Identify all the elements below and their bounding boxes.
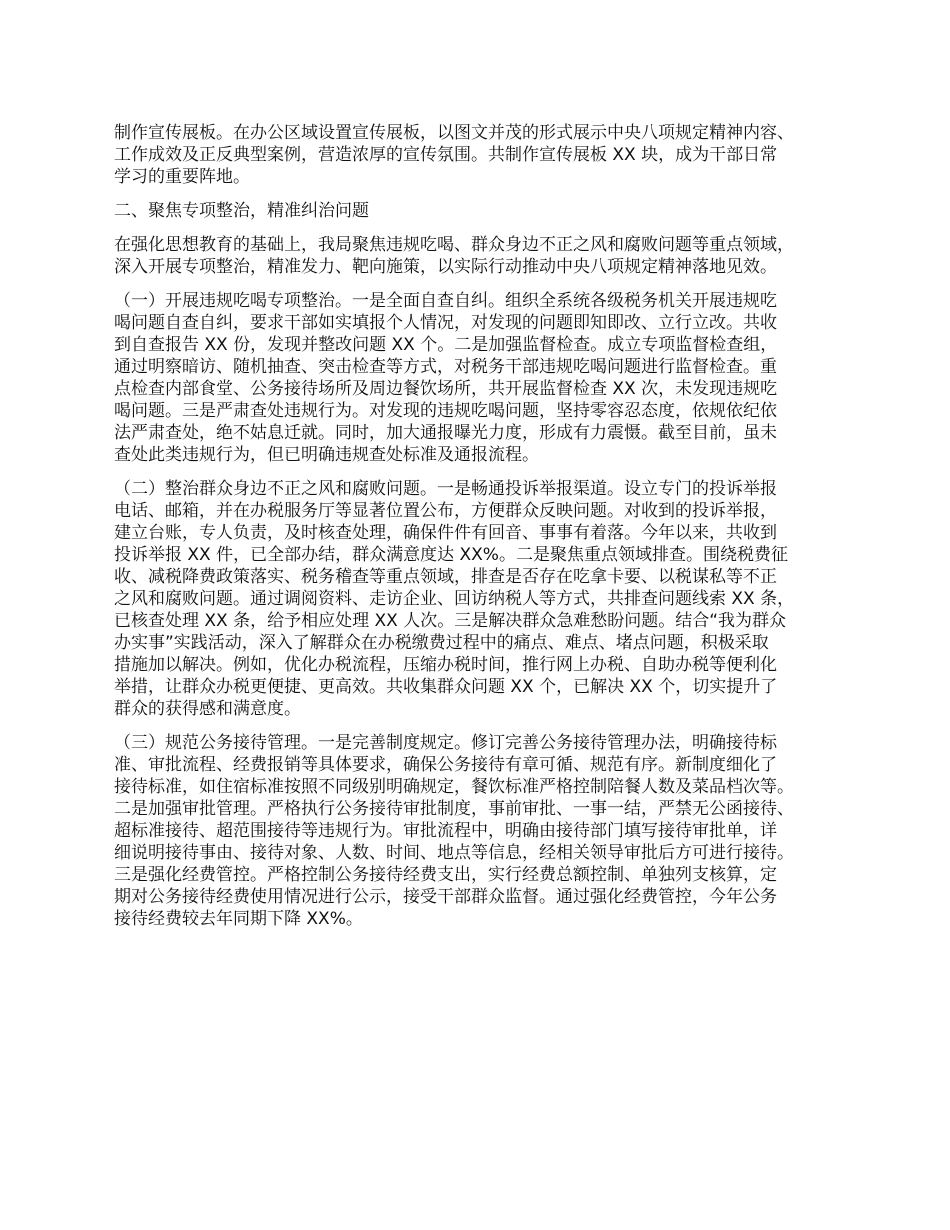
text-line: 喝问题自查自纠，要求干部如实填报个人情况，对发现的问题即知即改、立行立改。共收 (114, 313, 777, 333)
text-line: 在强化思想教育的基础上，我局聚焦违规吃喝、群众身边不正之风和腐败问题等重点领域， (114, 235, 794, 255)
text-line: 之风和腐败问题。通过调阅资料、走访企业、回访纳税人等方式，共排查问题线索 XX 条， (114, 589, 795, 609)
paragraph (114, 290, 854, 466)
text-line: （三）规范公务接待管理。一是完善制度规定。修订完善公务接待管理办法，明确接待标 (114, 733, 777, 753)
paragraph (114, 122, 854, 188)
text-line: 工作成效及正反典型案例，营造浓厚的宣传氛围。共制作宣传展板 XX 块，成为干部日常 (114, 145, 778, 165)
text-line: 期对公务接待经费使用情况进行公示，接受干部群众监督。通过强化经费管控，今年公务 (114, 887, 777, 907)
text-line: 接待标准，如住宿标准按照不同级别明确规定，餐饮标准严格控制陪餐人数及菜品档次等。 (114, 777, 794, 797)
text-line: 点检查内部食堂、公务接待场所及周边餐饮场所，共开展监督检查 XX 次，未发现违规吃 (114, 379, 778, 399)
text-line: 法严肃查处，绝不姑息迁就。同时，加大通报曝光力度，形成有力震慑。截至目前，虽未 (114, 423, 777, 443)
text-line: 深入开展专项整治，精准发力、靶向施策，以实际行动推动中央八项规定精神落地见效。 (114, 257, 777, 277)
text-line: 准、审批流程、经费报销等具体要求，确保公务接待有章可循、规范有序。新制度细化了 (114, 755, 777, 775)
text-line: 三是强化经费管控。严格控制公务接待经费支出，实行经费总额控制、单独列支核算，定 (114, 865, 777, 885)
text-line: 措施加以解决。例如，优化办税流程，压缩办税时间，推行网上办税、自助办税等便利化 (114, 655, 777, 675)
text-line: 超标准接待、超范围接待等违规行为。审批流程中，明确由接待部门填写接待审批单，详 (114, 821, 777, 841)
section-heading (114, 200, 854, 222)
text-line: 收、减税降费政策落实、税务稽查等重点领域，排查是否存在吃拿卡要、以税谋私等不正 (114, 567, 777, 587)
text-line: 喝问题。三是严肃查处违规行为。对发现的违规吃喝问题，坚持零容忍态度，依规依纪依 (114, 401, 777, 421)
text-line: 通过明察暗访、随机抽查、突击检查等方式，对税务干部违规吃喝问题进行监督检查。重 (114, 357, 777, 377)
text-line: 举措，让群众办税更便捷、更高效。共收集群众问题 XX 个，已解决 XX 个，切实提升了 (114, 677, 778, 697)
paragraph (114, 732, 854, 930)
paragraph (114, 234, 854, 278)
text-line: 群众的获得感和满意度。 (114, 699, 301, 719)
text-line: 投诉举报 XX 件，已全部办结，群众满意度达 XX%。二是聚焦重点领域排查。围绕税费征 (114, 545, 788, 565)
document-page (114, 122, 854, 942)
text-line: 二是加强审批管理。严格执行公务接待审批制度，事前审批、一事一结，严禁无公函接待、 (114, 799, 794, 819)
text-line: 到自查报告 XX 份，发现并整改问题 XX 个。二是加强监督检查。成立专项监督检查组， (114, 335, 778, 355)
text-line: 制作宣传展板。在办公区域设置宣传展板，以图文并茂的形式展示中央八项规定精神内容、 (114, 123, 794, 143)
text-line: （二）整治群众身边不正之风和腐败问题。一是畅通投诉举报渠道。设立专门的投诉举报 (114, 479, 777, 499)
text-line: 电话、邮箱，并在办税服务厅等显著位置公布，方便群众反映问题。对收到的投诉举报， (114, 501, 777, 521)
text-line: 查处此类违规行为，但已明确违规查处标准及通报流程。 (114, 445, 539, 465)
text-line: 二、聚焦专项整治，精准纠治问题 (114, 201, 369, 221)
paragraph (114, 478, 854, 720)
text-line: 学习的重要阵地。 (114, 167, 250, 187)
text-line: 建立台账，专人负责，及时核查处理，确保件件有回音、事事有着落。今年以来，共收到 (114, 523, 777, 543)
text-line: 接待经费较去年同期下降 XX%。 (114, 909, 363, 929)
text-line: 已核查处理 XX 条，给予相应处理 XX 人次。三是解决群众急难愁盼问题。结合“我为群众 (114, 611, 787, 631)
text-line: （一）开展违规吃喝专项整治。一是全面自查自纠。组织全系统各级税务机关开展违规吃 (114, 291, 777, 311)
text-line: 细说明接待事由、接待对象、人数、时间、地点等信息，经相关领导审批后方可进行接待。 (114, 843, 794, 863)
text-line: 办实事”实践活动，深入了解群众在办税缴费过程中的痛点、难点、堵点问题，积极采取 (114, 633, 769, 653)
